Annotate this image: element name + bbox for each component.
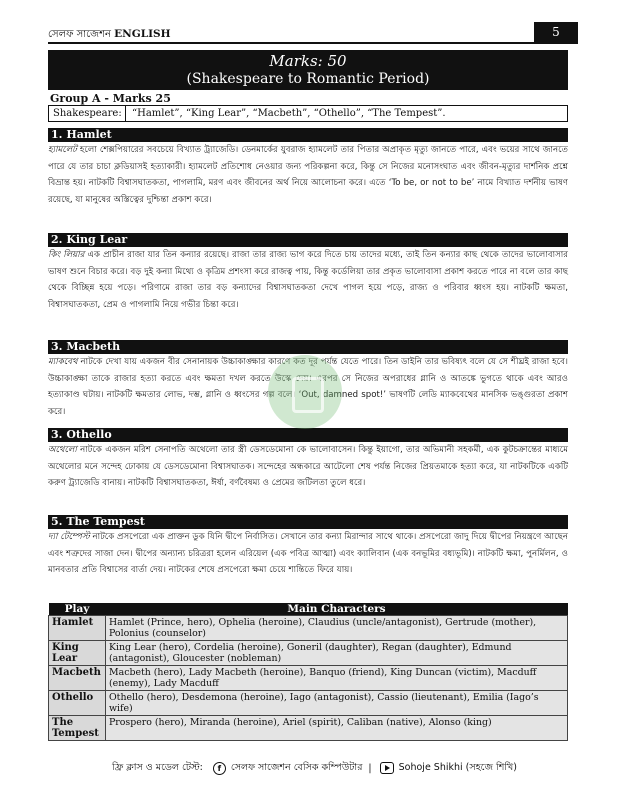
section-lead: কিং লিয়ার: [48, 250, 85, 260]
table-cell-characters: Othello (hero), Desdemona (heroine), Iago (antagonist), Cassio (lieutenant), Emilia (Iago’s wife): [106, 691, 568, 716]
table-cell-play: Othello: [49, 691, 106, 716]
group-label: Shakespeare:: [49, 106, 126, 121]
section-heading: 2. King Lear: [48, 233, 568, 247]
section-body: [48, 247, 568, 313]
table-cell-characters: Hamlet (Prince, hero), Ophelia (heroine), Claudius (uncle/antagonist), Gertrude (mother), Polonius (counselor): [106, 616, 568, 641]
header-title-english: ENGLISH: [114, 28, 171, 40]
section-text: নাটকে দেখা যায় একজন বীর সেনানায়ক উচ্চাকাঙ্ক্ষার কারণে কত দূর পর্যন্ত যেতে পারে। তিন ডাইনি তার ভবিষ্যৎ বলে যে সে শীঘ্রই রাজা হবে। উচ্চাকাঙ্ক্ষা তাকে রাজার হত্যা করতে এবং ক্ষমতা দখল করতে উস্কে দেয়। এরপর সে নিজের অপরাধের গ্লানি ও আতঙ্কে ভুগতে থাকে এবং আরও হত্যাকাণ্ড ঘটায়। নাটকটি ক্ষমতার লোভ, দম্ভ, গ্লানি ও ধ্বংসের গল্প বলে। ‘Out, damned spot!’ ভাষণটি লেডি ম্যাকবেথের মানসিক ভঙ্গুরতা প্রকাশ করে।: [48, 357, 568, 417]
characters-table: [48, 603, 568, 741]
table-cell-play: Macbeth: [49, 666, 106, 691]
group-plays: “Hamlet”, “King Lear”, “Macbeth”, “Othello”, “The Tempest”.: [132, 108, 446, 119]
page-header: [48, 22, 578, 46]
table-header-row: [49, 603, 568, 616]
table-row: [49, 691, 568, 716]
watermark-logo: [268, 355, 342, 429]
header-divider: [48, 42, 578, 44]
table-header-characters: Main Characters: [106, 603, 568, 616]
table-cell-characters: King Lear (hero), Cordelia (heroine), Goneril (daughter), Regan (daughter), Edmund (antagonist), Gloucester (nobleman): [106, 641, 568, 666]
section-lead: অথেলো: [48, 445, 77, 455]
section-othello: [48, 428, 568, 492]
group-title: Group A - Marks 25: [48, 92, 568, 106]
section-body: [48, 142, 568, 208]
header-title-bengali: সেলফ সাজেশন: [48, 29, 111, 40]
period-label: (Shakespeare to Romantic Period): [186, 71, 430, 87]
section-text: নাটকে প্রসপেরো এক প্রাক্তন ডুক যিনি দ্বীপে নির্বাসিত। সেখানে তার কন্যা মিরান্দার সাথে থাকে। প্রসপেরো জাদু দিয়ে দ্বীপের নিয়ন্ত্রণে আছেন এবং শত্রুদের সাজা দেন। দ্বীপের অন্যান্য চরিত্ররা হলেন এরিয়েল (এক পবিত্র আত্মা) এবং ক্যালিবান (এক বনভূমির বধ্যভূমি)। নাটকটি ক্ষমা, পুনর্মিলন, ও মানবতার প্রতি বিশ্বাসের বার্তা দেয়। নাটকের শেষে প্রসপেরো ক্ষমা চেয়ে শান্তিতে ফিরে যায়।: [48, 532, 568, 575]
facebook-icon: f: [213, 762, 226, 775]
table-row: [49, 666, 568, 691]
table-row: [49, 641, 568, 666]
section-heading: 3. Othello: [48, 428, 568, 442]
section-king-lear: [48, 233, 568, 313]
youtube-icon: [380, 762, 394, 774]
table-cell-characters: Macbeth (hero), Lady Macbeth (heroine), Banquo (friend), King Duncan (victim), Macduff (enemy), Lady Macduff: [106, 666, 568, 691]
section-text: হলো শেক্সপিয়ারের সবচেয়ে বিখ্যাত ট্র্যাজেডি। ডেনমার্কের যুবরাজ হ্যামলেট তার পিতার অপ্রাকৃত মৃত্যু জানতে পারে, এবং ভয়ের সাথে জানতে পারে যে তার চাচা ক্লডিয়াসই হত্যাকারী। হ্যামলেট প্রতিশোধ নেওয়ার জন্য পরিকল্পনা করে, কিন্তু সে নিজের মনোসংঘাত এবং জীবন-মৃত্যুর দার্শনিক প্রশ্নে বিভ্রান্ত হয়। নাটকটি বিশ্বাসঘাতকতা, পাগলামি, মরণ এবং জীবনের অর্থ নিয়ে আলোচনা করে। এতে ‘To be, or not to be’ নামে বিখ্যাত দর্শনীয় ভাষণ রয়েছে, যা মানুষের অস্তিত্বের দুশ্চিন্তা প্রকাশ করে।: [48, 145, 568, 205]
group-a: [48, 92, 568, 122]
page-footer: [112, 760, 532, 776]
section-lead: ম্যাকবেথ: [48, 357, 78, 367]
marks-banner: [48, 50, 568, 90]
footer-youtube-channel[interactable]: Sohoje Shikhi (সহজে শিখি): [398, 761, 517, 773]
table-header-play: Play: [49, 603, 106, 616]
table-cell-characters: Prospero (hero), Miranda (heroine), Ariel (spirit), Caliban (native), Alonso (king): [106, 716, 568, 741]
page-number: 5: [534, 22, 578, 42]
section-body: [48, 529, 568, 579]
section-heading: 1. Hamlet: [48, 128, 568, 142]
section-lead: হ্যামলেট: [48, 145, 77, 155]
section-body: [48, 442, 568, 492]
table-cell-play: The Tempest: [49, 716, 106, 741]
section-the-tempest: [48, 515, 568, 579]
footer-separator: |: [368, 762, 372, 774]
table-row: [49, 716, 568, 741]
table-cell-play: King Lear: [49, 641, 106, 666]
section-text: এক প্রাচীন রাজা যার তিন কন্যার রয়েছে। রাজা তার রাজ্য ভাগ করে দিতে চায় তাদের মধ্যে, তাই তিন কন্যার কাছ থেকে তাদের ভালোবাসার ভাষণ শুনে বিচার করে। বড় দুই কন্যা মিথ্যে ও কৃত্রিম প্রশংসা করে রাজত্ব পায়, কিন্তু কর্ডেলিয়া তার প্রকৃত ভালোবাসা প্রকাশ করতে পারে না বলে তার কাছ থেকে বিচ্ছিন্ন হয়ে পড়ে। পরিণামে রাজা তার বড় কন্যাদের বিশ্বাসঘাতকতা দেখে পাগল হয়ে পড়ে, রাজ্য ও পরিবার ধ্বংস হয়। নাটকটি ক্ষমতা, বিশ্বাসঘাতকতা, প্রেম ও পাগলামি নিয়ে গভীর চিন্তা করে।: [48, 250, 568, 310]
section-heading: 5. The Tempest: [48, 515, 568, 529]
group-plays-row: [48, 106, 568, 122]
table-row: [49, 616, 568, 641]
section-heading: 3. Macbeth: [48, 340, 568, 354]
section-hamlet: [48, 128, 568, 208]
footer-facebook-page[interactable]: সেলফ সাজেশন বেসিক কম্পিউটার: [230, 761, 363, 773]
footer-free-class: ফ্রি ক্লাস ও মডেল টেস্ট:: [112, 761, 203, 773]
section-text: নাটকে একজন মরিশ সেনাপতি অথেলো তার স্ত্রী ডেসডেমোনা কে ভালোবাসেন। কিন্তু ইয়াগো, তার অভিমানী সহকর্মী, এক কুটচক্রান্তের মাধ্যমে অথেলোর মনে সন্দেহ ঢোকায় যে ডেসডেমোনা বিশ্বাসঘাতক। সন্দেহের অন্ধকারে আটেলো শেষ পর্যন্ত নিজের প্রিয়তমাকে হত্যা করে, যা নাটকটিকে একটি করুণ ট্র্যাজেডি বানায়। নাটকটি বিশ্বাসঘাতকতা, ঈর্ষা, বর্ণবৈষম্য ও প্রেমের জটিলতা তুলে ধরে।: [48, 445, 568, 488]
marks-label: Marks: 50: [269, 52, 347, 70]
table-cell-play: Hamlet: [49, 616, 106, 641]
section-lead: দ্যা টেম্পেস্ট: [48, 532, 90, 542]
